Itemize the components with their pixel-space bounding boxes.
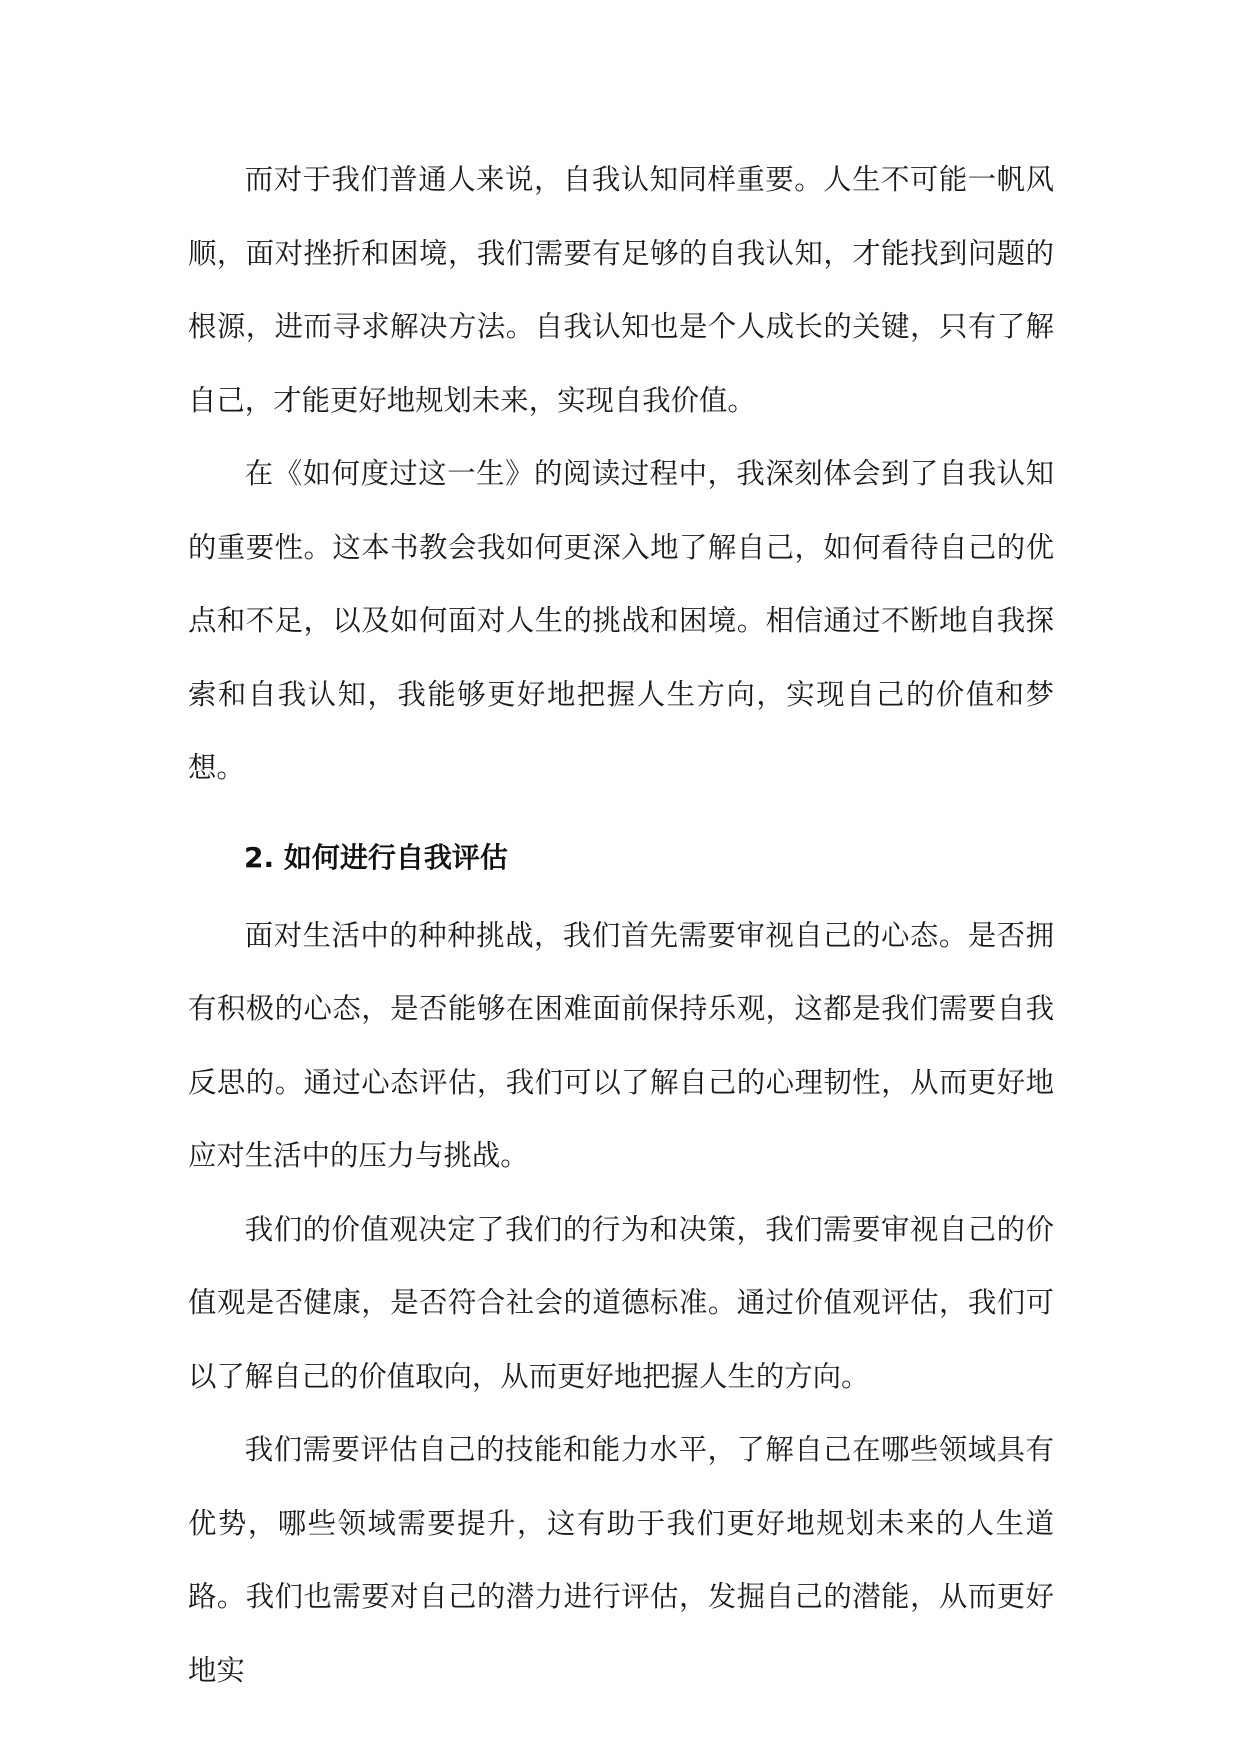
paragraph-values: 我们的价值观决定了我们的行为和决策，我们需要审视自己的价值观是否健康，是否符合社会的道德标准。通过价值观评估，我们可以了解自己的价值取向，从而更好地把握人生的方向。 <box>188 1212 1054 1393</box>
paragraph-mindset: 面对生活中的种种挑战，我们首先需要审视自己的心态。是否拥有积极的心态，是否能够在困难面前保持乐观，这都是我们需要自我反思的。通过心态评估，我们可以了解自己的心理韧性，从而更好地应对生活中的压力与挑战。 <box>188 918 1054 1172</box>
paragraph-skills: 我们需要评估自己的技能和能力水平，了解自己在哪些领域具有优势，哪些领域需要提升，这有助于我们更好地规划未来的人生道路。我们也需要对自己的潜力进行评估，发掘自己的潜能，从而更好地实 <box>188 1433 1054 1687</box>
document-body <box>188 143 1054 1707</box>
paragraph-self-awareness: 而对于我们普通人来说，自我认知同样重要。人生不可能一帆风顺，面对挫折和困境，我们需要有足够的自我认知，才能找到问题的根源，进而寻求解决方法。自我认知也是个人成长的关键，只有了解自己，才能更好地规划未来，实现自我价值。 <box>188 163 1054 417</box>
paragraph-book-reflection: 在《如何度过这一生》的阅读过程中，我深刻体会到了自我认知的重要性。这本书教会我如何更深入地了解自己，如何看待自己的优点和不足，以及如何面对人生的挑战和困境。相信通过不断地自我探索和自我认知，我能够更好地把握人生方向，实现自己的价值和梦想。 <box>188 457 1054 784</box>
section-heading: 2. 如何进行自我评估 <box>244 840 508 874</box>
